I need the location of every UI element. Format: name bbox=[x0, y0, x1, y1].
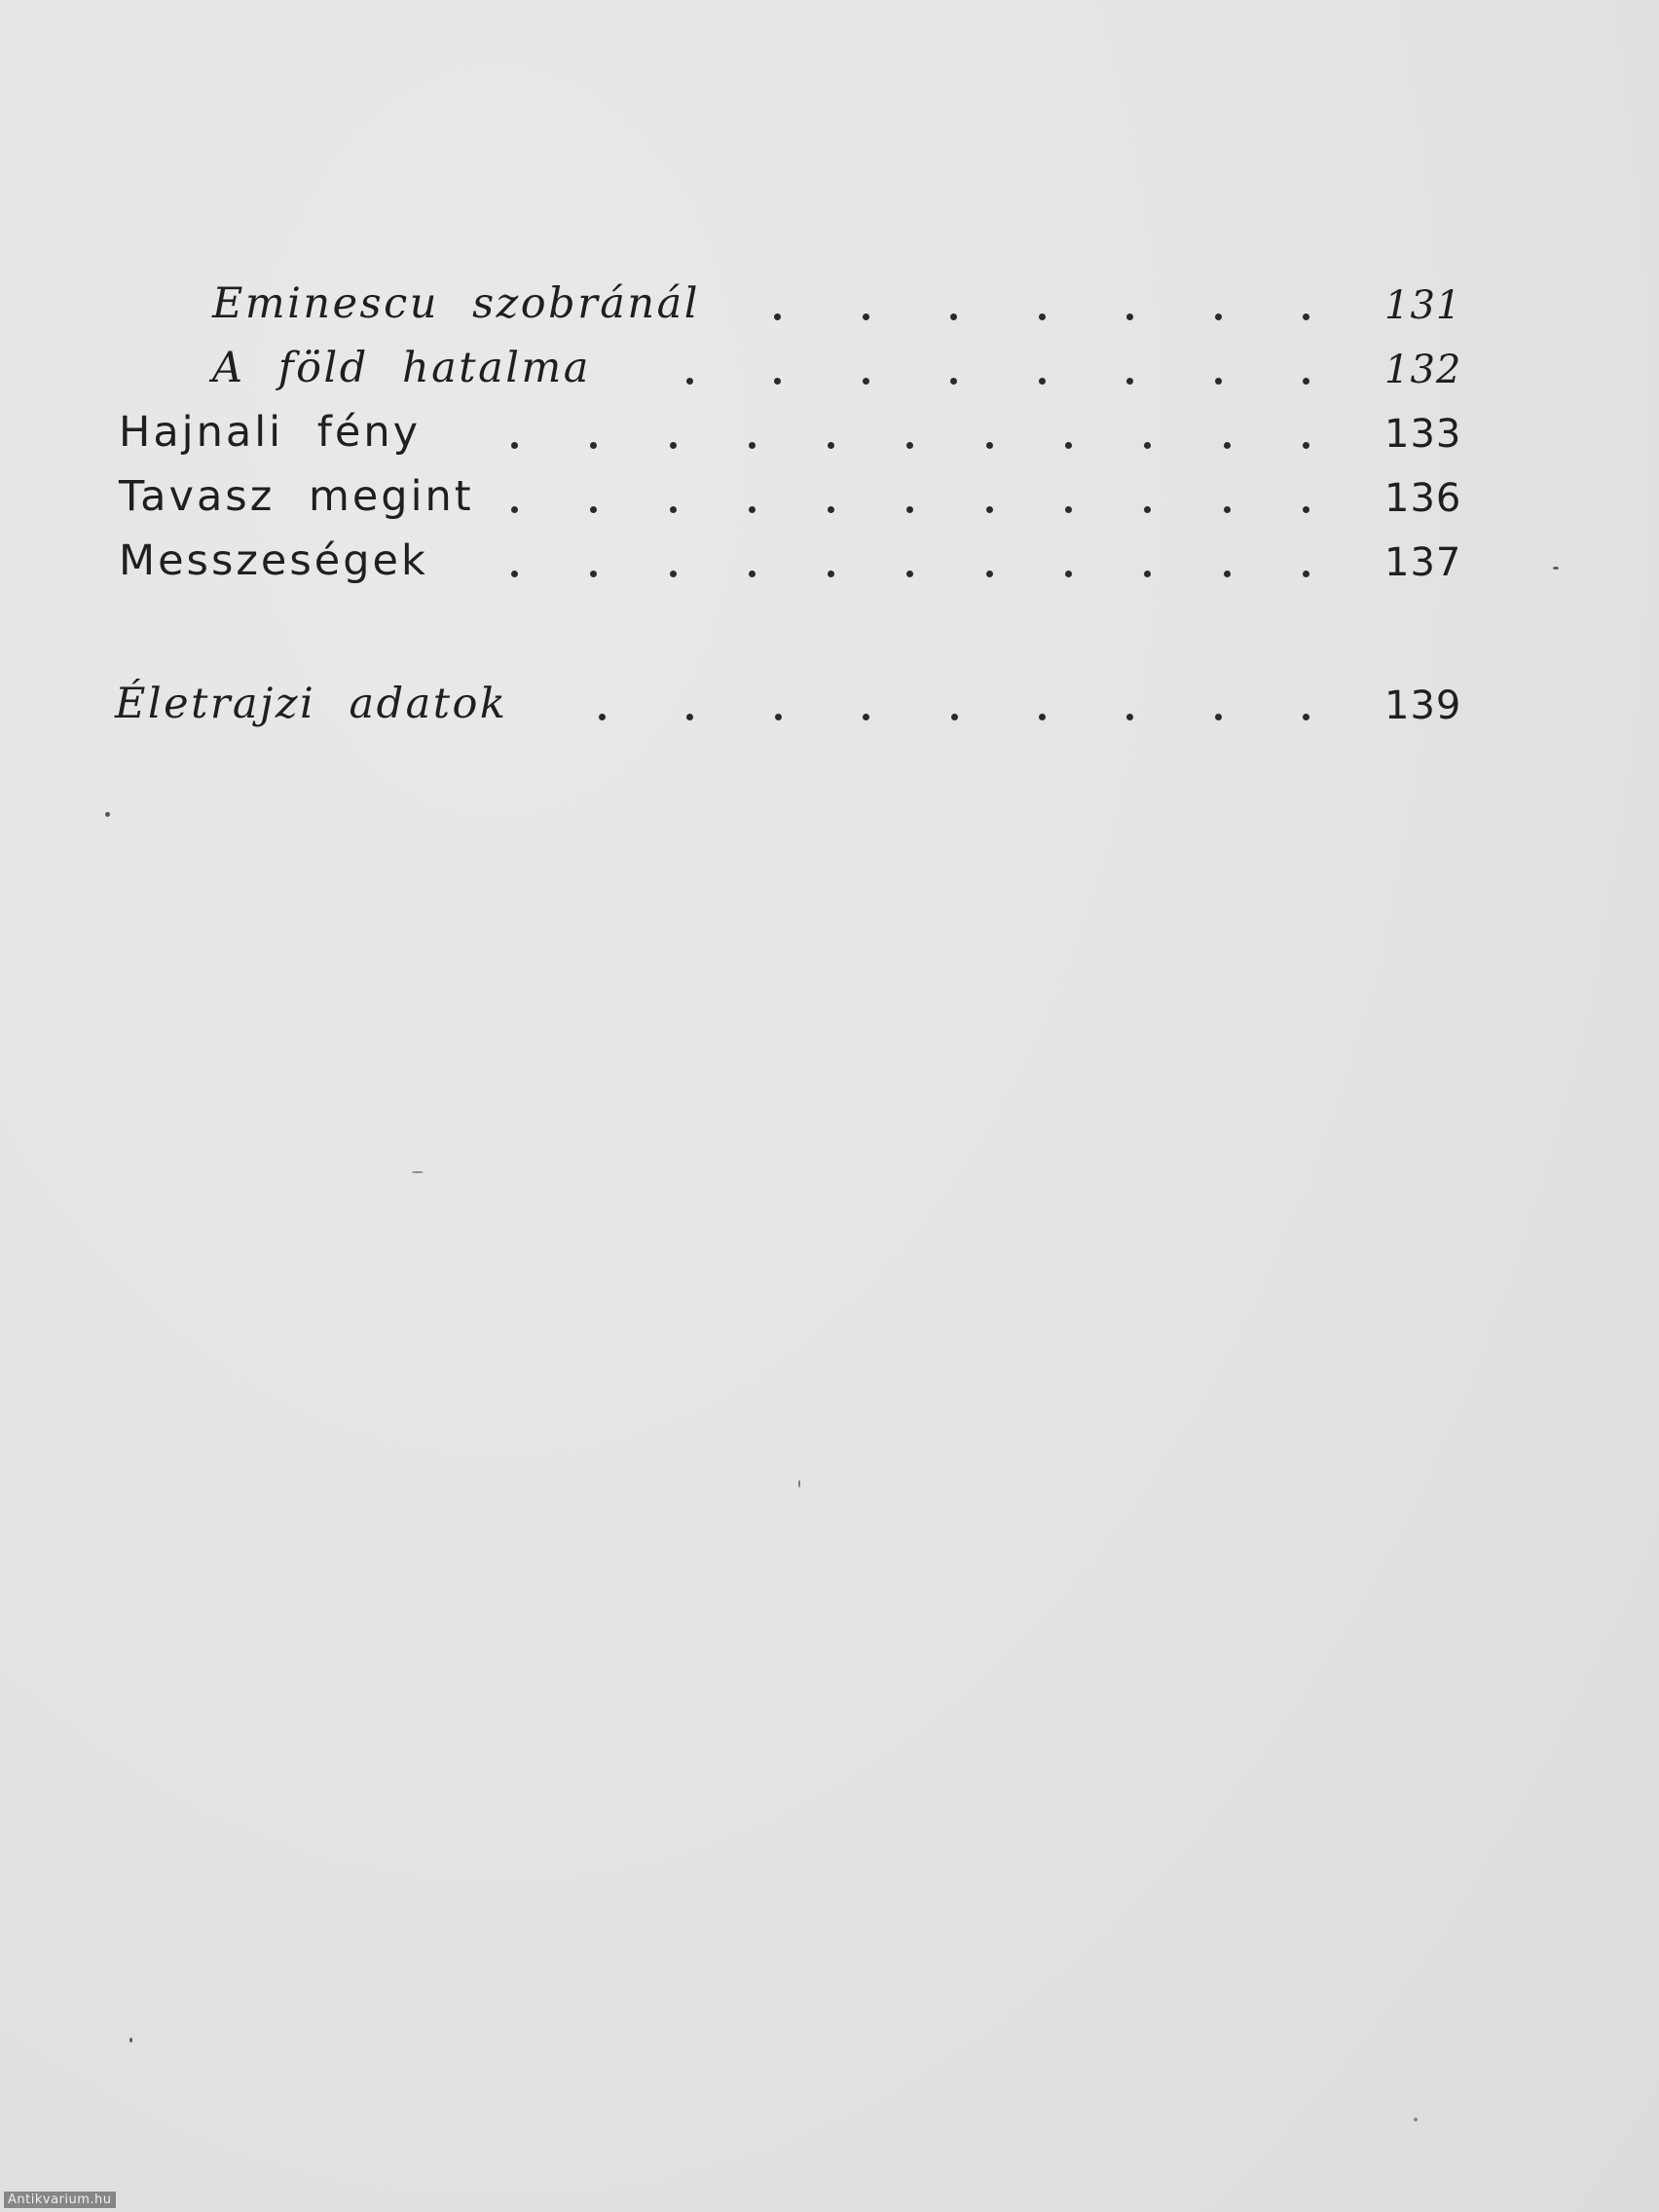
leader-dot bbox=[775, 714, 782, 720]
leader-dot bbox=[1215, 313, 1222, 320]
leader-dot bbox=[670, 506, 677, 513]
toc-entry-page: 131 bbox=[1384, 283, 1462, 328]
leader-dot bbox=[1065, 506, 1072, 513]
leader-dot bbox=[950, 313, 957, 320]
leader-dot bbox=[986, 506, 993, 513]
leader-dot bbox=[1215, 378, 1222, 385]
leader-dot bbox=[749, 571, 756, 577]
leader-dot bbox=[986, 442, 993, 449]
leader-dot bbox=[1144, 506, 1151, 513]
toc-entry-page: 137 bbox=[1384, 540, 1462, 585]
leader-dot bbox=[590, 442, 597, 449]
paper-speck bbox=[412, 1171, 424, 1173]
leader-dot bbox=[590, 506, 597, 513]
leader-dot bbox=[1303, 378, 1309, 385]
dot-leader bbox=[511, 442, 1309, 452]
leader-dot bbox=[906, 506, 913, 513]
leader-dot bbox=[950, 378, 957, 385]
leader-dot bbox=[863, 313, 869, 320]
toc-entry-title: Hajnali fény bbox=[119, 408, 422, 457]
leader-dot bbox=[670, 442, 677, 449]
toc-entry-title: Tavasz megint bbox=[119, 472, 474, 521]
leader-dot bbox=[828, 506, 834, 513]
toc-entry-title: Eminescu szobránál bbox=[212, 279, 700, 328]
leader-dot bbox=[1039, 714, 1046, 720]
leader-dot bbox=[986, 571, 993, 577]
leader-dot bbox=[906, 442, 913, 449]
leader-dot bbox=[1039, 313, 1046, 320]
toc-entry-title: A föld hatalma bbox=[212, 344, 591, 392]
leader-dot bbox=[1039, 378, 1046, 385]
toc-entry-title: Életrajzi adatok bbox=[115, 680, 508, 728]
leader-dot bbox=[749, 442, 756, 449]
leader-dot bbox=[774, 378, 781, 385]
toc-entry-eminescu-szobranal bbox=[0, 275, 1659, 333]
paper-speck bbox=[1414, 2118, 1418, 2121]
leader-dot bbox=[1065, 571, 1072, 577]
leader-dot bbox=[1065, 442, 1072, 449]
toc-entry-page: 132 bbox=[1384, 348, 1462, 392]
leader-dot bbox=[1303, 313, 1309, 320]
leader-dot bbox=[511, 506, 518, 513]
leader-dot bbox=[828, 571, 834, 577]
dot-leader bbox=[774, 313, 1309, 323]
paper-speck bbox=[1553, 567, 1559, 570]
leader-dot bbox=[1126, 714, 1133, 720]
toc-entry-page: 139 bbox=[1384, 683, 1462, 728]
toc-entry-tavasz-megint bbox=[0, 467, 1659, 526]
paper-speck bbox=[129, 2038, 132, 2043]
dot-leader bbox=[686, 378, 1309, 387]
paper-speck bbox=[105, 812, 110, 817]
leader-dot bbox=[686, 378, 693, 385]
leader-dot bbox=[951, 714, 958, 720]
watermark: Antikvarium.hu bbox=[4, 2192, 116, 2208]
leader-dot bbox=[1303, 571, 1309, 577]
toc-entry-title: Messzeségek bbox=[119, 536, 428, 585]
toc-entry-page: 136 bbox=[1384, 476, 1462, 521]
leader-dot bbox=[511, 442, 518, 449]
leader-dot bbox=[686, 714, 693, 720]
dot-leader bbox=[511, 571, 1309, 580]
leader-dot bbox=[1224, 506, 1231, 513]
leader-dot bbox=[1303, 714, 1309, 720]
toc-entry-page: 133 bbox=[1384, 412, 1462, 457]
paper-speck bbox=[798, 1480, 800, 1488]
leader-dot bbox=[511, 571, 518, 577]
table-of-contents bbox=[0, 0, 1659, 876]
leader-dot bbox=[906, 571, 913, 577]
leader-dot bbox=[1215, 714, 1222, 720]
leader-dot bbox=[670, 571, 677, 577]
leader-dot bbox=[863, 378, 869, 385]
leader-dot bbox=[599, 714, 606, 720]
leader-dot bbox=[1224, 442, 1231, 449]
toc-entry-a-fold-hatalma bbox=[0, 339, 1659, 397]
leader-dot bbox=[1126, 313, 1133, 320]
leader-dot bbox=[1144, 442, 1151, 449]
leader-dot bbox=[590, 571, 597, 577]
leader-dot bbox=[1303, 442, 1309, 449]
leader-dot bbox=[1303, 506, 1309, 513]
leader-dot bbox=[749, 506, 756, 513]
toc-entry-hajnali-feny bbox=[0, 403, 1659, 461]
leader-dot bbox=[863, 714, 869, 720]
leader-dot bbox=[1144, 571, 1151, 577]
leader-dot bbox=[828, 442, 834, 449]
dot-leader bbox=[599, 714, 1309, 723]
toc-entry-messzesegek bbox=[0, 532, 1659, 590]
dot-leader bbox=[511, 506, 1309, 516]
leader-dot bbox=[1126, 378, 1133, 385]
toc-entry-eletrajzi-adatok bbox=[0, 675, 1659, 733]
leader-dot bbox=[774, 313, 781, 320]
leader-dot bbox=[1224, 571, 1231, 577]
